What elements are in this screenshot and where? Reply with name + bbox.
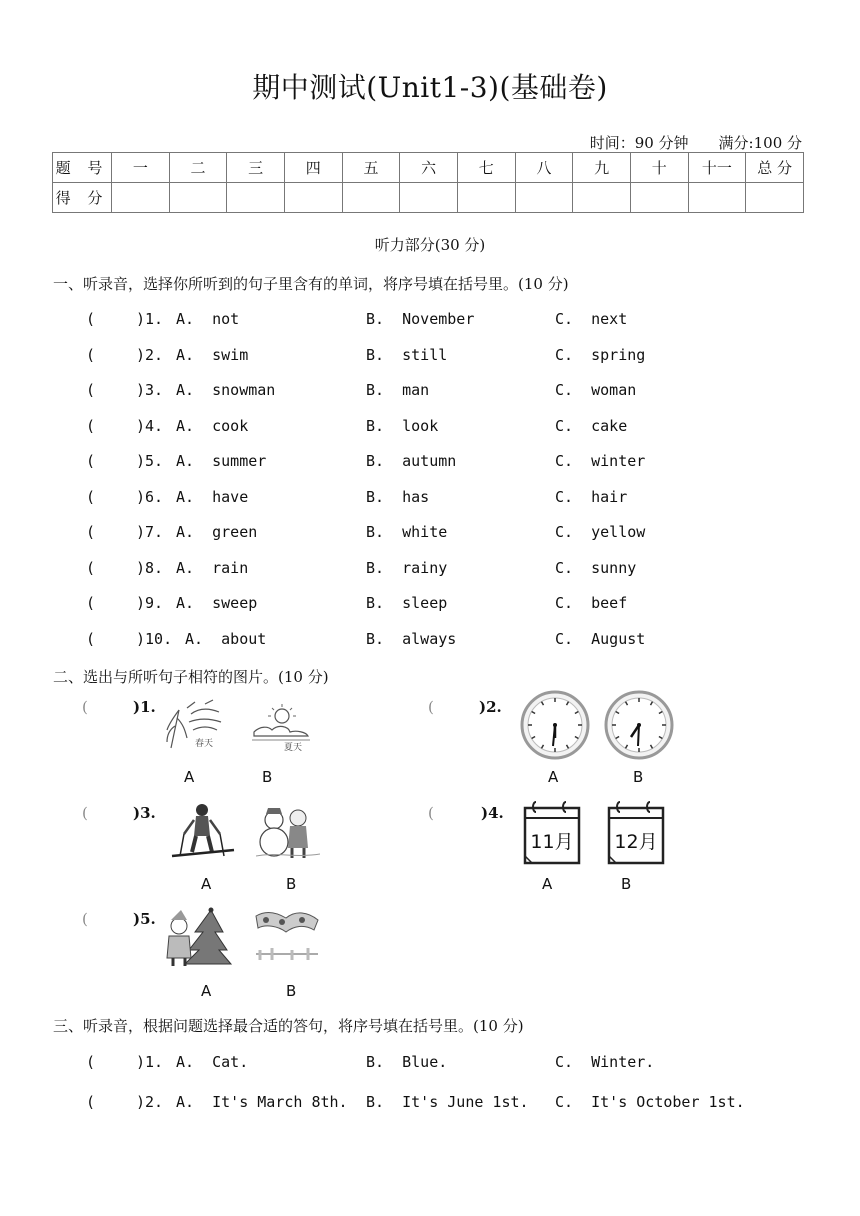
skier-icon[interactable] — [168, 800, 236, 862]
answer-bracket[interactable]: ( — [428, 698, 458, 716]
question-row — [0, 523, 860, 543]
question-number: )8. — [136, 559, 164, 577]
option-b: B. November — [366, 310, 475, 328]
col-header: 八 — [515, 153, 573, 183]
s2-q2-label-b: B — [633, 768, 644, 786]
question-number: )5. — [136, 452, 164, 470]
col-header: 二 — [169, 153, 227, 183]
option-b: B. rainy — [366, 559, 448, 577]
row-label-score: 得 分 — [53, 183, 112, 213]
option-c: C. sunny — [555, 559, 637, 577]
question-row — [0, 346, 860, 366]
s2-q1-label-a: A — [184, 768, 195, 786]
summer-scene-icon[interactable] — [250, 702, 312, 754]
summer-caption: 夏天 — [284, 743, 303, 753]
question-number: )7. — [136, 523, 164, 541]
option-c: C. It's October 1st. — [555, 1093, 745, 1111]
answer-bracket[interactable]: ( — [82, 698, 112, 716]
question-row — [0, 1093, 860, 1113]
question-row — [0, 381, 860, 401]
option-a: A. have — [176, 488, 249, 506]
question-row — [0, 630, 860, 650]
answer-bracket[interactable]: ( — [86, 523, 96, 541]
answer-bracket[interactable]: ( — [86, 310, 96, 328]
answer-bracket[interactable]: ( — [86, 381, 96, 399]
s2-q3-label-b: B — [286, 875, 297, 893]
score-cell[interactable] — [630, 183, 688, 213]
option-b: B. has — [366, 488, 430, 506]
option-a: A. not — [176, 310, 240, 328]
option-a: A. sweep — [176, 594, 258, 612]
full-score: 满分:100 分 — [718, 134, 802, 152]
calendar-december-icon[interactable] — [606, 798, 666, 866]
question-row — [0, 452, 860, 472]
col-header: 十 — [630, 153, 688, 183]
childrens-day-icon[interactable] — [252, 906, 322, 968]
answer-bracket[interactable]: ( — [82, 804, 112, 822]
calendar-november-icon[interactable] — [522, 798, 582, 866]
question-row — [0, 488, 860, 508]
option-b: B. always — [366, 630, 457, 648]
question-number: )10. — [136, 630, 173, 648]
section1-heading: 一、听录音，选择你所听到的句子里含有的单词，将序号填在括号里。(10 分) — [53, 275, 569, 293]
answer-bracket[interactable]: ( — [82, 910, 112, 928]
s2-q5-label-a: A — [201, 982, 212, 1000]
option-c: C. next — [555, 310, 628, 328]
option-a: A. swim — [176, 346, 249, 364]
answer-bracket[interactable]: ( — [86, 1053, 96, 1071]
option-b: B. Blue. — [366, 1053, 448, 1071]
option-b: B. look — [366, 417, 439, 435]
answer-bracket[interactable]: ( — [86, 594, 96, 612]
question-row — [0, 417, 860, 437]
option-a: A. It's March 8th. — [176, 1093, 348, 1111]
score-cell[interactable] — [515, 183, 573, 213]
option-b: B. still — [366, 346, 448, 364]
s2-q1-label-b: B — [262, 768, 273, 786]
question-row — [0, 594, 860, 614]
question-number: )1. — [136, 310, 164, 328]
answer-bracket[interactable]: ( — [428, 804, 463, 822]
answer-bracket[interactable]: ( — [86, 488, 96, 506]
exam-meta — [590, 132, 802, 153]
col-header: 三 — [227, 153, 285, 183]
option-c: C. yellow — [555, 523, 646, 541]
clock-icon[interactable] — [604, 690, 674, 760]
s2-q2-number: )2. — [479, 698, 502, 716]
answer-bracket[interactable]: ( — [86, 1093, 96, 1111]
score-table-header-row — [53, 153, 804, 183]
answer-bracket[interactable]: ( — [86, 346, 96, 364]
option-c: C. beef — [555, 594, 628, 612]
score-cell[interactable] — [169, 183, 227, 213]
col-header: 十一 — [688, 153, 746, 183]
snowman-icon[interactable] — [256, 806, 320, 862]
question-number: )6. — [136, 488, 164, 506]
calendar-month-text: 12月 — [614, 831, 658, 853]
col-header: 四 — [284, 153, 342, 183]
option-a: A. summer — [176, 452, 267, 470]
clock-icon[interactable] — [520, 690, 590, 760]
score-cell[interactable] — [112, 183, 170, 213]
question-number: )2. — [136, 346, 164, 364]
col-header: 九 — [573, 153, 631, 183]
score-cell[interactable] — [573, 183, 631, 213]
question-row — [0, 1053, 860, 1073]
option-b: B. man — [366, 381, 430, 399]
answer-bracket[interactable]: ( — [86, 452, 96, 470]
question-number: )9. — [136, 594, 164, 612]
question-row — [0, 310, 860, 330]
score-table-score-row — [53, 183, 804, 213]
option-c: C. spring — [555, 346, 646, 364]
s2-q5-number: )5. — [133, 910, 156, 928]
s2-q4-number: )4. — [481, 804, 504, 822]
option-c: C. winter — [555, 452, 646, 470]
col-header: 七 — [457, 153, 515, 183]
option-b: B. white — [366, 523, 448, 541]
option-a: A. snowman — [176, 381, 276, 399]
score-cell[interactable] — [457, 183, 515, 213]
time-limit: 时间：90 分钟 — [589, 134, 689, 152]
option-c: C. August — [555, 630, 646, 648]
option-c: C. cake — [555, 417, 628, 435]
calendar-month-text: 11月 — [530, 831, 574, 853]
option-c: C. woman — [555, 381, 637, 399]
s2-q4-label-a: A — [542, 875, 553, 893]
section2-heading: 二、选出与所听句子相符的图片。(10 分) — [53, 668, 329, 686]
option-b: B. sleep — [366, 594, 448, 612]
answer-bracket[interactable]: ( — [86, 559, 96, 577]
spring-scene-icon[interactable] — [165, 696, 225, 754]
listening-heading: 听力部分(30 分) — [374, 236, 486, 254]
question-row — [0, 559, 860, 579]
page-title: 期中测试(Unit1-3)(基础卷) — [252, 71, 608, 104]
s2-q3-label-a: A — [201, 875, 212, 893]
answer-bracket[interactable]: ( — [86, 417, 96, 435]
option-c: C. Winter. — [555, 1053, 655, 1071]
christmas-scene-icon[interactable] — [165, 906, 233, 968]
option-a: A. Cat. — [176, 1053, 249, 1071]
option-a: A. about — [176, 630, 267, 648]
answer-bracket[interactable]: ( — [86, 630, 96, 648]
option-c: C. hair — [555, 488, 628, 506]
col-header: 总 分 — [746, 153, 804, 183]
score-cell[interactable] — [688, 183, 746, 213]
question-number: )1. — [136, 1053, 164, 1071]
score-cell[interactable] — [227, 183, 285, 213]
question-number: )4. — [136, 417, 164, 435]
option-b: B. autumn — [366, 452, 457, 470]
score-cell[interactable] — [284, 183, 342, 213]
option-a: A. green — [176, 523, 258, 541]
s2-q4-label-b: B — [621, 875, 632, 893]
section3-heading: 三、听录音，根据问题选择最合适的答句，将序号填在括号里。(10 分) — [53, 1017, 524, 1035]
col-header: 六 — [400, 153, 458, 183]
score-table — [52, 152, 804, 213]
question-number: )2. — [136, 1093, 164, 1111]
row-label-question: 题 号 — [53, 153, 112, 183]
s2-q2-label-a: A — [548, 768, 559, 786]
option-b: B. It's June 1st. — [366, 1093, 529, 1111]
s2-q5-label-b: B — [286, 982, 297, 1000]
spring-caption: 春天 — [195, 739, 214, 749]
s2-q1-number: )1. — [133, 698, 156, 716]
option-a: A. rain — [176, 559, 249, 577]
score-cell[interactable] — [746, 183, 804, 213]
score-cell[interactable] — [342, 183, 400, 213]
question-number: )3. — [136, 381, 164, 399]
score-cell[interactable] — [400, 183, 458, 213]
option-a: A. cook — [176, 417, 249, 435]
col-header: 一 — [112, 153, 170, 183]
s2-q3-number: )3. — [133, 804, 156, 822]
col-header: 五 — [342, 153, 400, 183]
